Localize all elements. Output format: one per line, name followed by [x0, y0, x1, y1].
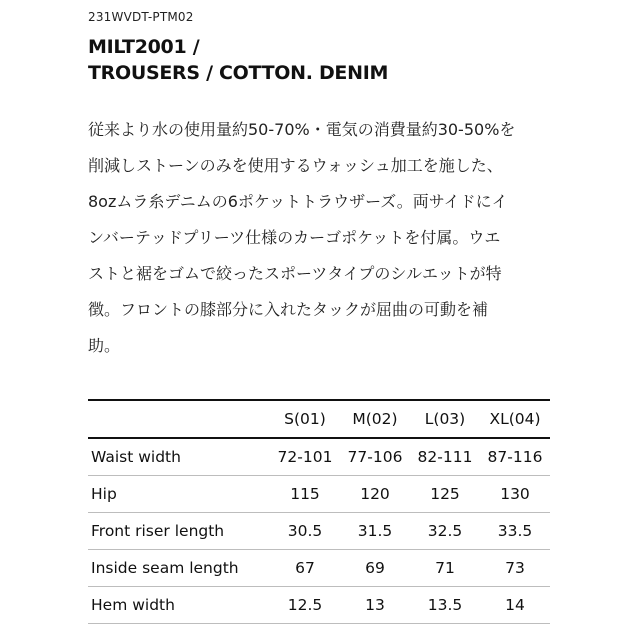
- row-label: Waist width: [88, 438, 270, 476]
- size-table-header-row: [88, 400, 550, 438]
- table-cell: 30.5: [270, 513, 340, 550]
- description-line: 徴。フロントの膝部分に入れたタックが屈曲の可動を補: [88, 300, 489, 319]
- row-label: Inside seam length: [88, 550, 270, 587]
- table-row: [88, 513, 550, 550]
- table-cell: 12.5: [270, 587, 340, 624]
- description-line: 従来より水の使用量約50-70%・電気の消費量約30-50%を: [88, 120, 516, 139]
- table-row: [88, 438, 550, 476]
- row-label: Hem width: [88, 587, 270, 624]
- table-cell: 72-101: [270, 438, 340, 476]
- product-title-line1: MILT2001 /: [88, 36, 200, 58]
- header-size-s: S(01): [270, 400, 340, 438]
- description-line: 8ozムラ糸デニムの6ポケットトラウザーズ。両サイドにイ: [88, 192, 508, 211]
- table-cell: 13: [340, 587, 410, 624]
- table-cell: 77-106: [340, 438, 410, 476]
- header-cell-empty: [88, 400, 270, 438]
- description-line: ンバーテッドプリーツ仕様のカーゴポケットを付属。ウエ: [88, 228, 501, 247]
- header-size-xl: XL(04): [480, 400, 550, 438]
- table-cell: 67: [270, 550, 340, 587]
- table-row: [88, 587, 550, 624]
- table-cell: 13.5: [410, 587, 480, 624]
- table-row: [88, 476, 550, 513]
- product-description: [88, 112, 554, 364]
- description-line: ストと裾をゴムで絞ったスポーツタイプのシルエットが特: [88, 264, 502, 283]
- table-cell: 73: [480, 550, 550, 587]
- table-cell: 69: [340, 550, 410, 587]
- size-table: [88, 399, 550, 624]
- table-cell: 32.5: [410, 513, 480, 550]
- row-label: Hip: [88, 476, 270, 513]
- description-line: 削減しストーンのみを使用するウォッシュ加工を施した、: [88, 156, 503, 175]
- table-cell: 120: [340, 476, 410, 513]
- table-cell: 31.5: [340, 513, 410, 550]
- header-size-m: M(02): [340, 400, 410, 438]
- product-title-line2: TROUSERS / COTTON. DENIM: [88, 62, 389, 84]
- table-cell: 125: [410, 476, 480, 513]
- row-label: Front riser length: [88, 513, 270, 550]
- table-cell: 115: [270, 476, 340, 513]
- table-cell: 14: [480, 587, 550, 624]
- description-line: 助。: [88, 336, 121, 355]
- table-cell: 71: [410, 550, 480, 587]
- table-cell: 33.5: [480, 513, 550, 550]
- header-size-l: L(03): [410, 400, 480, 438]
- table-cell: 130: [480, 476, 550, 513]
- table-cell: 87-116: [480, 438, 550, 476]
- product-code: 231WVDT-PTM02: [88, 10, 194, 24]
- table-row: [88, 550, 550, 587]
- table-cell: 82-111: [410, 438, 480, 476]
